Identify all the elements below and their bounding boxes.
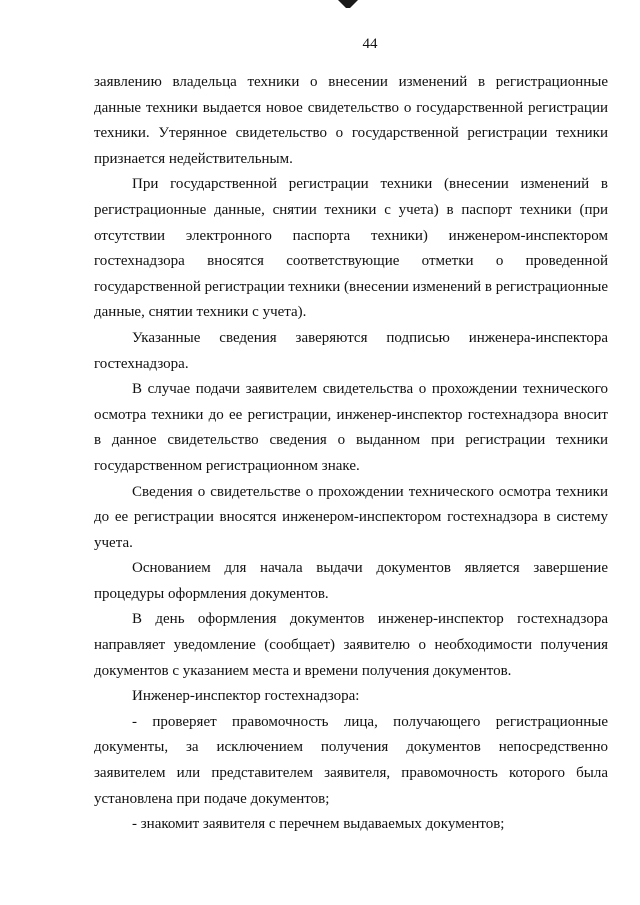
paragraph-continuation: заявлению владельца техники о внесении изменений в регистрационные данные техники выдается новое свидетельство о государственной регистрации техники. Утерянное свидетельство о государственной регистрации техники признается недействительным.	[94, 74, 608, 167]
paragraph: Инженер-инспектор гостехнадзора:	[132, 688, 360, 705]
paragraph: Основанием для начала выдачи документов является завершение процедуры оформления документов.	[94, 560, 608, 602]
paragraph: При государственной регистрации техники (внесении изменений в регистрационные данные, снятии техники с учета) в паспорт техники (при отсутствии электронного паспорта техники) инженером-инспектором гостехнадзора вносятся соответствующие отметки о проведенной государственной регистрации техники (внесении изменений в регистрационные данные, снятии техники с учета).	[94, 176, 608, 321]
scan-mark	[338, 0, 358, 8]
page-number: 44	[362, 36, 378, 52]
paragraph: Сведения о свидетельстве о прохождении технического осмотра техники до ее регистрации вносятся инженером-инспектором гостехнадзора в систему учета.	[94, 483, 608, 551]
paragraph: В день оформления документов инженер-инспектор гостехнадзора направляет уведомление (сообщает) заявителю о необходимости получения документов с указанием места и времени получения документов.	[94, 611, 608, 679]
paragraph: Указанные сведения заверяются подписью инженера-инспектора гостехнадзора.	[94, 329, 608, 372]
list-item: - проверяет правомочность лица, получающего регистрационные документы, за исключением получения документов непосредственно заявителем или представителем заявителя, правомочность которого была установлена при подаче документов;	[94, 713, 608, 807]
paragraph: В случае подачи заявителем свидетельства о прохождении технического осмотра техники до ее регистрации, инженер-инспектор гостехнадзора вносит в данное свидетельство сведения о выданном при регистрации техники государственном регистрационном знаке.	[94, 381, 608, 474]
list-item: - знакомит заявителя с перечнем выдаваемых документов;	[132, 816, 505, 833]
document-body	[94, 70, 608, 838]
